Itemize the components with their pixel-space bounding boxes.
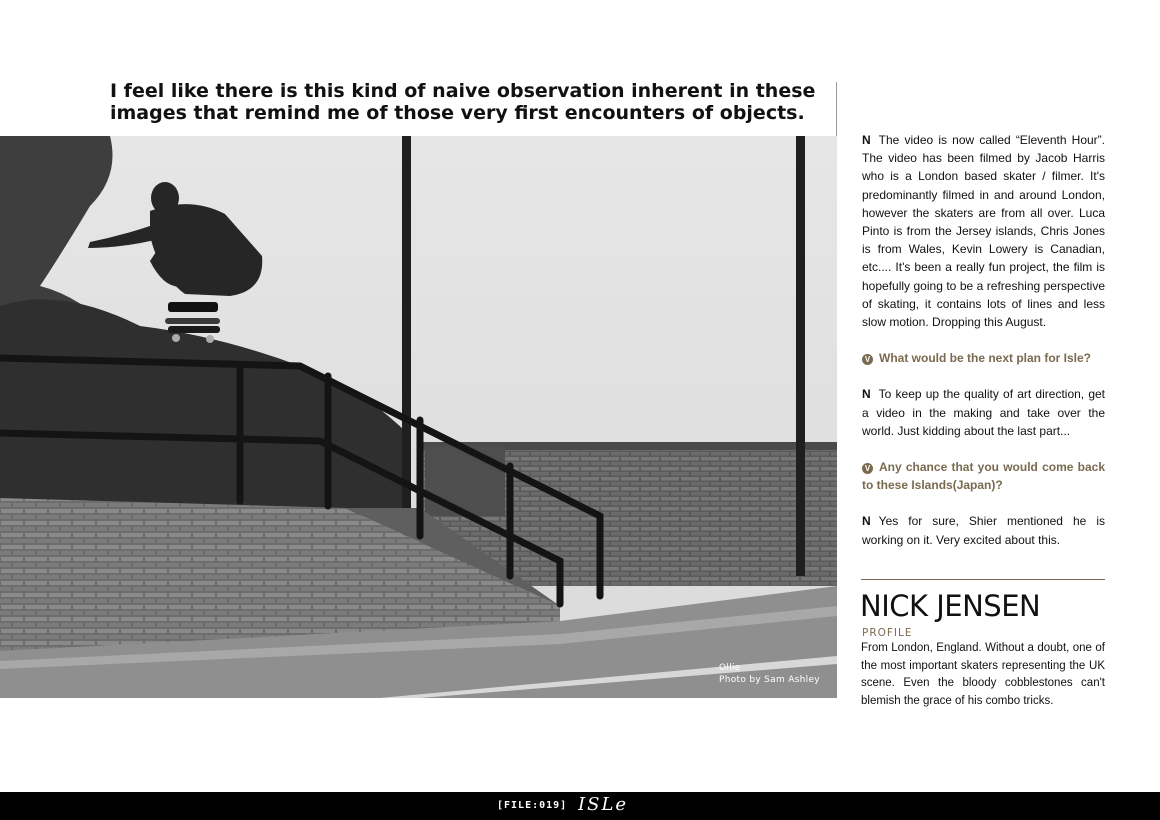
answer-3 xyxy=(862,512,1105,548)
profile-label: PROFILE xyxy=(862,627,913,639)
caption-credit: Photo by Sam Ashley xyxy=(719,675,820,685)
answer-2 xyxy=(862,385,1105,440)
answer-2-text: To keep up the quality of art direction, get a video in the making and take over the world. Just kidding about the last part... xyxy=(862,387,1105,438)
interview-column xyxy=(862,131,1105,549)
answer-marker: N xyxy=(862,133,871,147)
isle-logo: ISLe xyxy=(578,794,629,815)
pull-quote: I feel like there is this kind of naive observation inherent in these images that remind me of those very first encounters of objects. xyxy=(110,80,816,124)
question-marker-icon: V xyxy=(862,354,873,365)
profile-bio: From London, England. Without a doubt, one of the most important skaters representing the UK scene. Even the bloody cobblestones can't blemish the grace of his combo tricks. xyxy=(861,642,1105,707)
question-3-text: Any chance that you would come back to these Islands(Japan)? xyxy=(862,460,1105,493)
caption-title: Ollie xyxy=(719,663,741,673)
profile-divider xyxy=(861,579,1105,580)
skate-photo xyxy=(0,136,837,698)
question-2 xyxy=(862,349,1105,367)
footer-file-label: [FILE:019] xyxy=(497,800,568,811)
answer-marker: N xyxy=(862,514,871,529)
answer-marker: N xyxy=(862,387,871,402)
skate-photo-illustration xyxy=(0,136,837,698)
answer-1-text: The video is now called “Eleventh Hour”. The video has been filmed by Jacob Harris who is a London based skater / filmer. It's predominantly filmed in and around London, however the skaters are from all over. Luca Pinto is from the Jersey islands, Chris Jones is from Wales, Kevin Lowery is Canadian, etc.... It's been a really fun project, the film is hopefully going to be a refreshing perspective of skating, it contains lots of lines and less slow motion. Dropping this August. xyxy=(862,133,1105,330)
profile-name: NICK JENSEN xyxy=(860,589,1041,623)
answer-1 xyxy=(862,131,1105,331)
photo-caption xyxy=(719,662,820,686)
answer-3-text: Yes for sure, Shier mentioned he is working on it. Very excited about this. xyxy=(862,514,1105,547)
column-rule xyxy=(836,82,837,136)
question-3 xyxy=(862,458,1105,494)
question-marker-icon: V xyxy=(862,463,873,474)
question-2-text: What would be the next plan for Isle? xyxy=(879,351,1092,366)
